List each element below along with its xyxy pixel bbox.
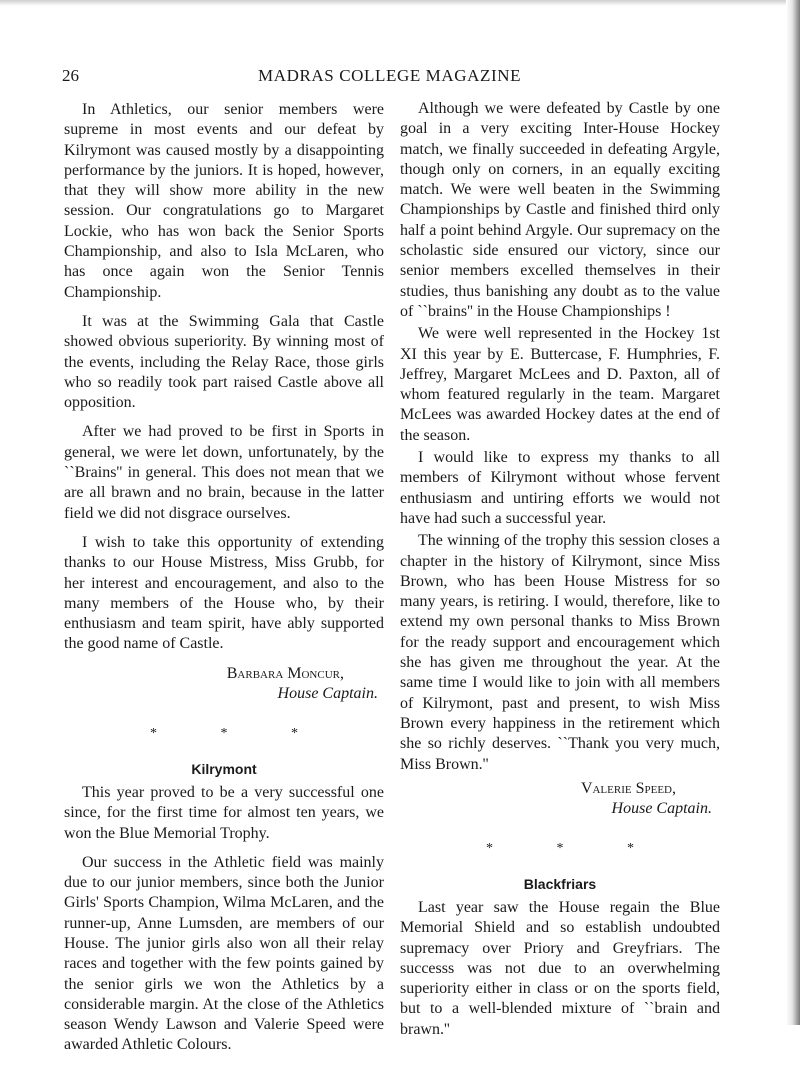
kilrymont-thanks-paragraph: I would like to express my thanks to all members of Kilrymont without whose fervent enthusiasm and untiring efforts we would not have had such a successful year.	[400, 449, 720, 527]
kilrymont-signature	[400, 779, 720, 820]
castle-brains-paragraph: After we had proved to be first in Sports in general, we were let down, unfortunately, by the ``Brains'' in general. This does not mean that we are all brawn and no brain, because in the latter field we did not disgrace ourselves.	[64, 423, 384, 522]
page-header	[62, 66, 720, 90]
signature-name: Barbara Moncur,	[226, 664, 344, 682]
section-separator: * * *	[150, 726, 328, 742]
left-column	[64, 100, 384, 1065]
signature-role: House Captain.	[277, 685, 378, 703]
magazine-title: MADRAS COLLEGE MAGAZINE	[258, 66, 522, 85]
section-separator: * * *	[486, 841, 664, 857]
blackfriars-paragraph: Last year saw the House regain the Blue Memorial Shield and so establish undoubted supremacy over Priory and Greyfriars. The successs was not due to an overwhelming superiority either in class or on the sports field, but to a well-blended mixture of ``brain and brawn.''	[400, 898, 720, 1038]
page-top-shadow	[0, 0, 800, 6]
kilrymont-intro-paragraph: This year proved to be a very successful one since, for the first time for almost ten years, we won the Blue Memorial Trophy.	[64, 783, 384, 842]
castle-signature	[64, 664, 384, 705]
castle-athletics-paragraph: In Athletics, our senior members were supreme in most events and our defeat by Kilrymont was caused mostly by a disappointing performance by the juniors. It is hoped, however, that they will show more ability in the new session. Our congratulations go to Margaret Lockie, who has won back the Senior Sports Championship, and also to Isla McLaren, who has once again won the Senior Tennis Championship.	[64, 101, 384, 301]
page-number: 26	[62, 66, 79, 85]
section-heading-blackfriars: Blackfriars	[523, 875, 597, 892]
kilrymont-first-eleven-paragraph: We were well represented in the Hockey 1st XI this year by E. Buttercase, F. Humphries, F. Jeffrey, Margaret McLees and D. Paxton, all of whom featured regularly in the team. Margaret McLees was awarded Hockey dates at the end of the season.	[400, 325, 720, 444]
castle-thanks-paragraph: I wish to take this opportunity of extending thanks to our House Mistress, Miss Grubb, for her interest and encouragement, and also to the many members of the House who, by their enthusiasm and team spirit, have ably supported the good name of Castle.	[64, 533, 384, 653]
right-column	[400, 99, 720, 1049]
signature-name: Valerie Speed,	[580, 779, 676, 797]
signature-role: House Captain.	[611, 800, 712, 818]
kilrymont-hockey-paragraph: Although we were defeated by Castle by one goal in a very exciting Inter-House Hockey match, we finally succeeded in defeating Argyle, though only on corners, in an equally exciting match. We were well beaten in the Swimming Championships by Castle and finished third only half a point behind Argyle. Our supremacy on the scholastic side ensured our victory, since our senior members excelled themselves in their studies, thus banishing any doubt as to the value of ``brains'' in the House Championships !	[400, 100, 720, 320]
kilrymont-athletics-paragraph: Our success in the Athletic field was mainly due to our junior members, since both the Junior Girls' Sports Champion, Wilma McLaren, and the runner-up, Anne Lumsden, are members of our House. The junior girls also won all their relay races and together with the few points gained by the senior girls we won the Athletics by a considerable margin. At the close of the Athletics season Wendy Lawson and Valerie Speed were awarded Athletic Colours.	[64, 853, 384, 1054]
kilrymont-trophy-paragraph: The winning of the trophy this session closes a chapter in the history of Kilrymont, since Miss Brown, who has been House Mistress for so many years, is retiring. I would, therefore, like to extend my own personal thanks to Miss Brown for the ready support and encouragement which she has given me throughout the year. At the same time I would like to join with all members of Kilrymont, past and present, to wish Miss Brown every happiness in the retirement which she so richly deserves. ``Thank you very much, Miss Brown.''	[400, 532, 720, 773]
section-heading-kilrymont: Kilrymont	[191, 760, 257, 777]
page-binding-edge	[786, 0, 800, 1025]
castle-swimming-paragraph: It was at the Swimming Gala that Castle showed obvious superiority. By winning most of the events, including the Relay Race, those girls who so readily took part raised Castle above all opposition.	[64, 312, 384, 412]
